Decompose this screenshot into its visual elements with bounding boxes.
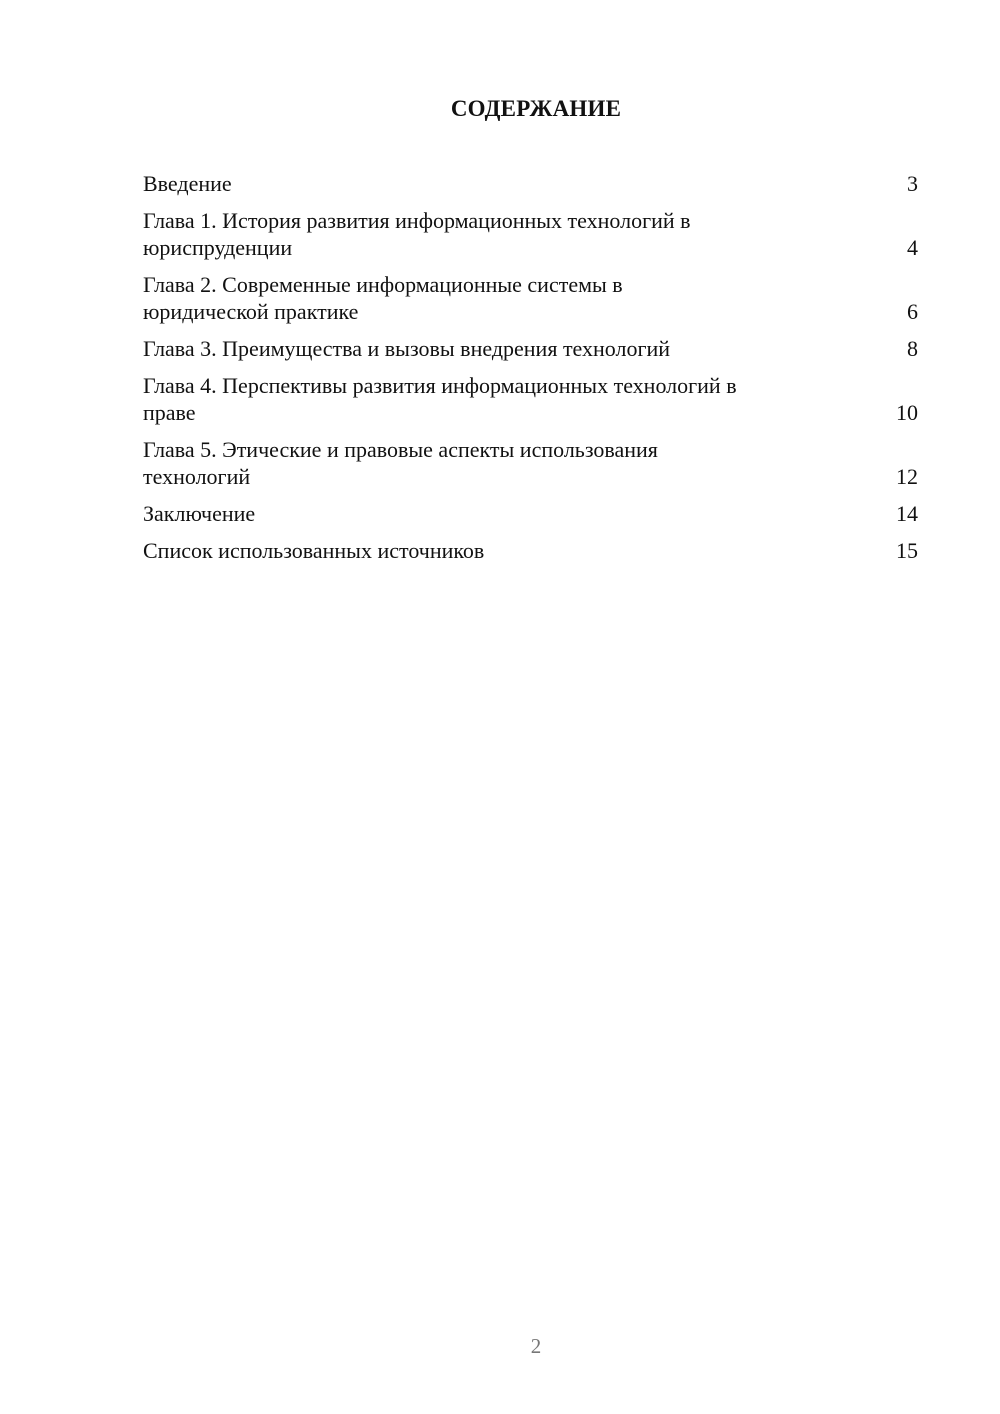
toc-entry-text: Глава 4. Перспективы развития информационных технологий в праве (143, 373, 737, 425)
page-number: 2 (530, 1334, 542, 1358)
toc-entry-conclusion (143, 500, 918, 527)
toc-title: СОДЕРЖАНИЕ (450, 96, 622, 121)
toc-entry-text: Список использованных источников (143, 538, 485, 563)
toc-entry-page: 4 (907, 235, 918, 260)
toc-entry-text: Введение (143, 171, 232, 196)
toc-entry-chapter-2 (143, 271, 918, 325)
toc-entry-chapter-5 (143, 436, 918, 490)
toc-entry-text: Глава 3. Преимущества и вызовы внедрения технологий (143, 336, 671, 361)
toc-entry-chapter-3 (143, 335, 918, 362)
toc-entry-text: Заключение (143, 501, 256, 526)
toc-entry-chapter-4 (143, 372, 918, 426)
toc-entry-page: 3 (907, 171, 918, 196)
toc-entry-references (143, 537, 918, 564)
toc-entry-chapter-1 (143, 207, 918, 261)
toc-entry-introduction (143, 170, 918, 197)
toc-entry-text: Глава 1. История развития информационных технологий в юриспруденции (143, 208, 691, 260)
toc-entry-text: Глава 2. Современные информационные системы в юридической практике (143, 272, 623, 324)
toc-entry-page: 6 (907, 299, 918, 324)
table-of-contents (143, 170, 918, 574)
toc-entry-page: 8 (907, 336, 918, 361)
toc-entry-page: 15 (896, 538, 918, 563)
toc-entry-page: 12 (896, 464, 918, 489)
toc-entry-text: Глава 5. Этические и правовые аспекты использования технологий (143, 437, 658, 489)
toc-entry-page: 14 (896, 501, 918, 526)
toc-entry-page: 10 (896, 400, 918, 425)
